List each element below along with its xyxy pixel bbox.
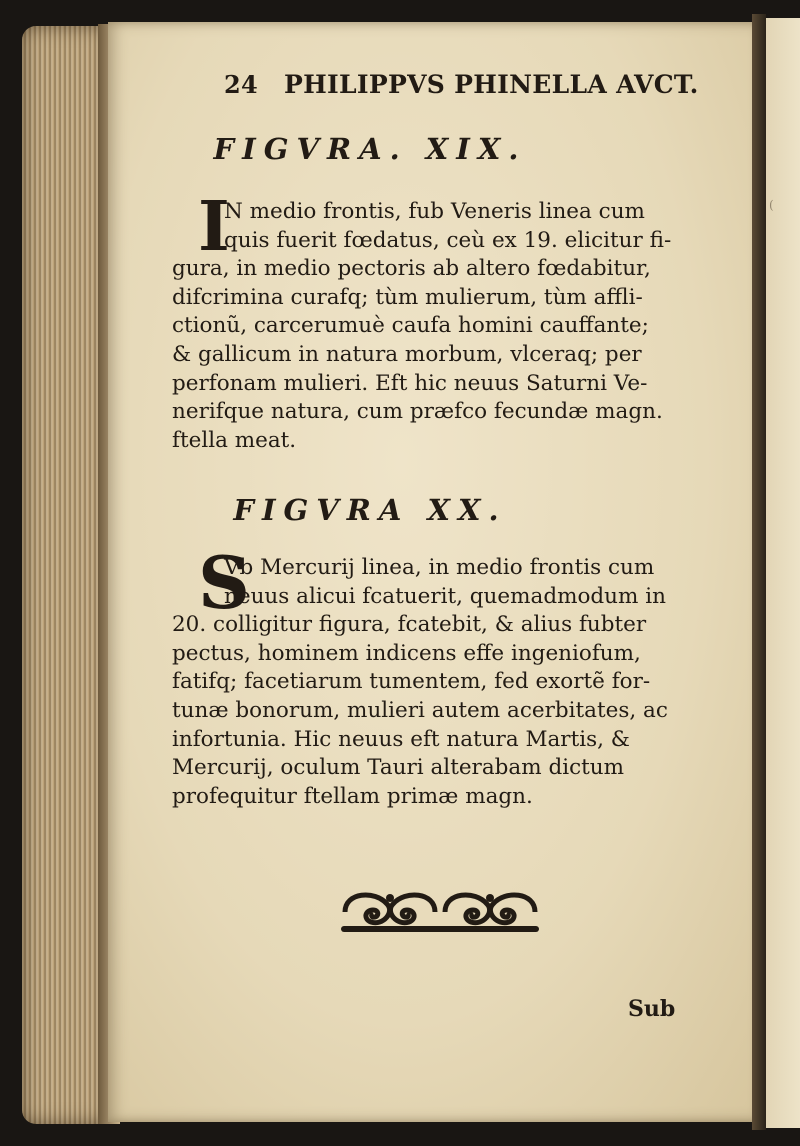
facing-page-edge xyxy=(766,18,800,1128)
figure-19-paragraph xyxy=(172,187,727,455)
text-line: fatifq; facetiarum tumentem, fed exortẽ for- xyxy=(172,669,651,695)
text-line: quis fuerit fœdatus, ceù ex 19. elicitur fi- xyxy=(224,227,672,253)
text-line: 20. colligitur figura, fcatebit, & alius fubter xyxy=(172,612,647,638)
text-line: gura, in medio pectoris ab altero fœdabitur, xyxy=(172,256,651,282)
text-line: & gallicum in natura morbum, vlceraq; per xyxy=(172,341,642,367)
drop-cap-s: S xyxy=(198,540,250,625)
text-line: N medio frontis, fub Veneris linea cum xyxy=(224,199,645,224)
running-title: PHILIPPVS PHINELLA AVCT. xyxy=(284,70,699,99)
drop-cap-i: I xyxy=(198,187,230,267)
text-line: tunæ bonorum, mulieri autem acerbitates, ac xyxy=(172,697,668,723)
text-line: pectus, hominem indicens effe ingeniofum, xyxy=(172,640,641,666)
text-line: Mercurij, oculum Tauri alterabam dictum xyxy=(172,755,625,781)
text-line: profequitur ftellam primæ magn. xyxy=(172,783,533,809)
page-fold-shadow xyxy=(752,14,766,1130)
text-line: infortunia. Hic neuus eft natura Martis, & xyxy=(172,726,630,752)
text-line: neuus alicui fcatuerit, quemadmodum in xyxy=(224,583,666,609)
page-block-edge xyxy=(22,26,110,1124)
facing-page-bleed-text: ( xyxy=(769,198,774,212)
figure-20-heading: FIGVRA XX. xyxy=(233,493,507,527)
text-line: nerifque natura, cum præfco fecundæ magn. xyxy=(172,399,663,425)
page-number: 24 xyxy=(224,70,258,99)
text-line: difcrimina curafq; tùm mulierum, tùm affli- xyxy=(172,284,643,310)
catchword: Sub xyxy=(628,996,676,1022)
running-head xyxy=(224,70,750,99)
text-block xyxy=(170,70,750,809)
printers-ornament xyxy=(335,882,545,942)
text-line: perfonam mulieri. Eft hic neuus Saturni Ve- xyxy=(172,370,648,396)
figure-19-heading: FIGVRA. XIX. xyxy=(213,132,527,166)
text-line: Vb Mercurij linea, in medio frontis cum xyxy=(224,555,655,580)
text-line: ctionũ, carcerumuè caufa homini cauffante; xyxy=(172,313,649,339)
text-line: ftella meat. xyxy=(172,427,297,453)
figure-20-paragraph xyxy=(172,540,727,811)
